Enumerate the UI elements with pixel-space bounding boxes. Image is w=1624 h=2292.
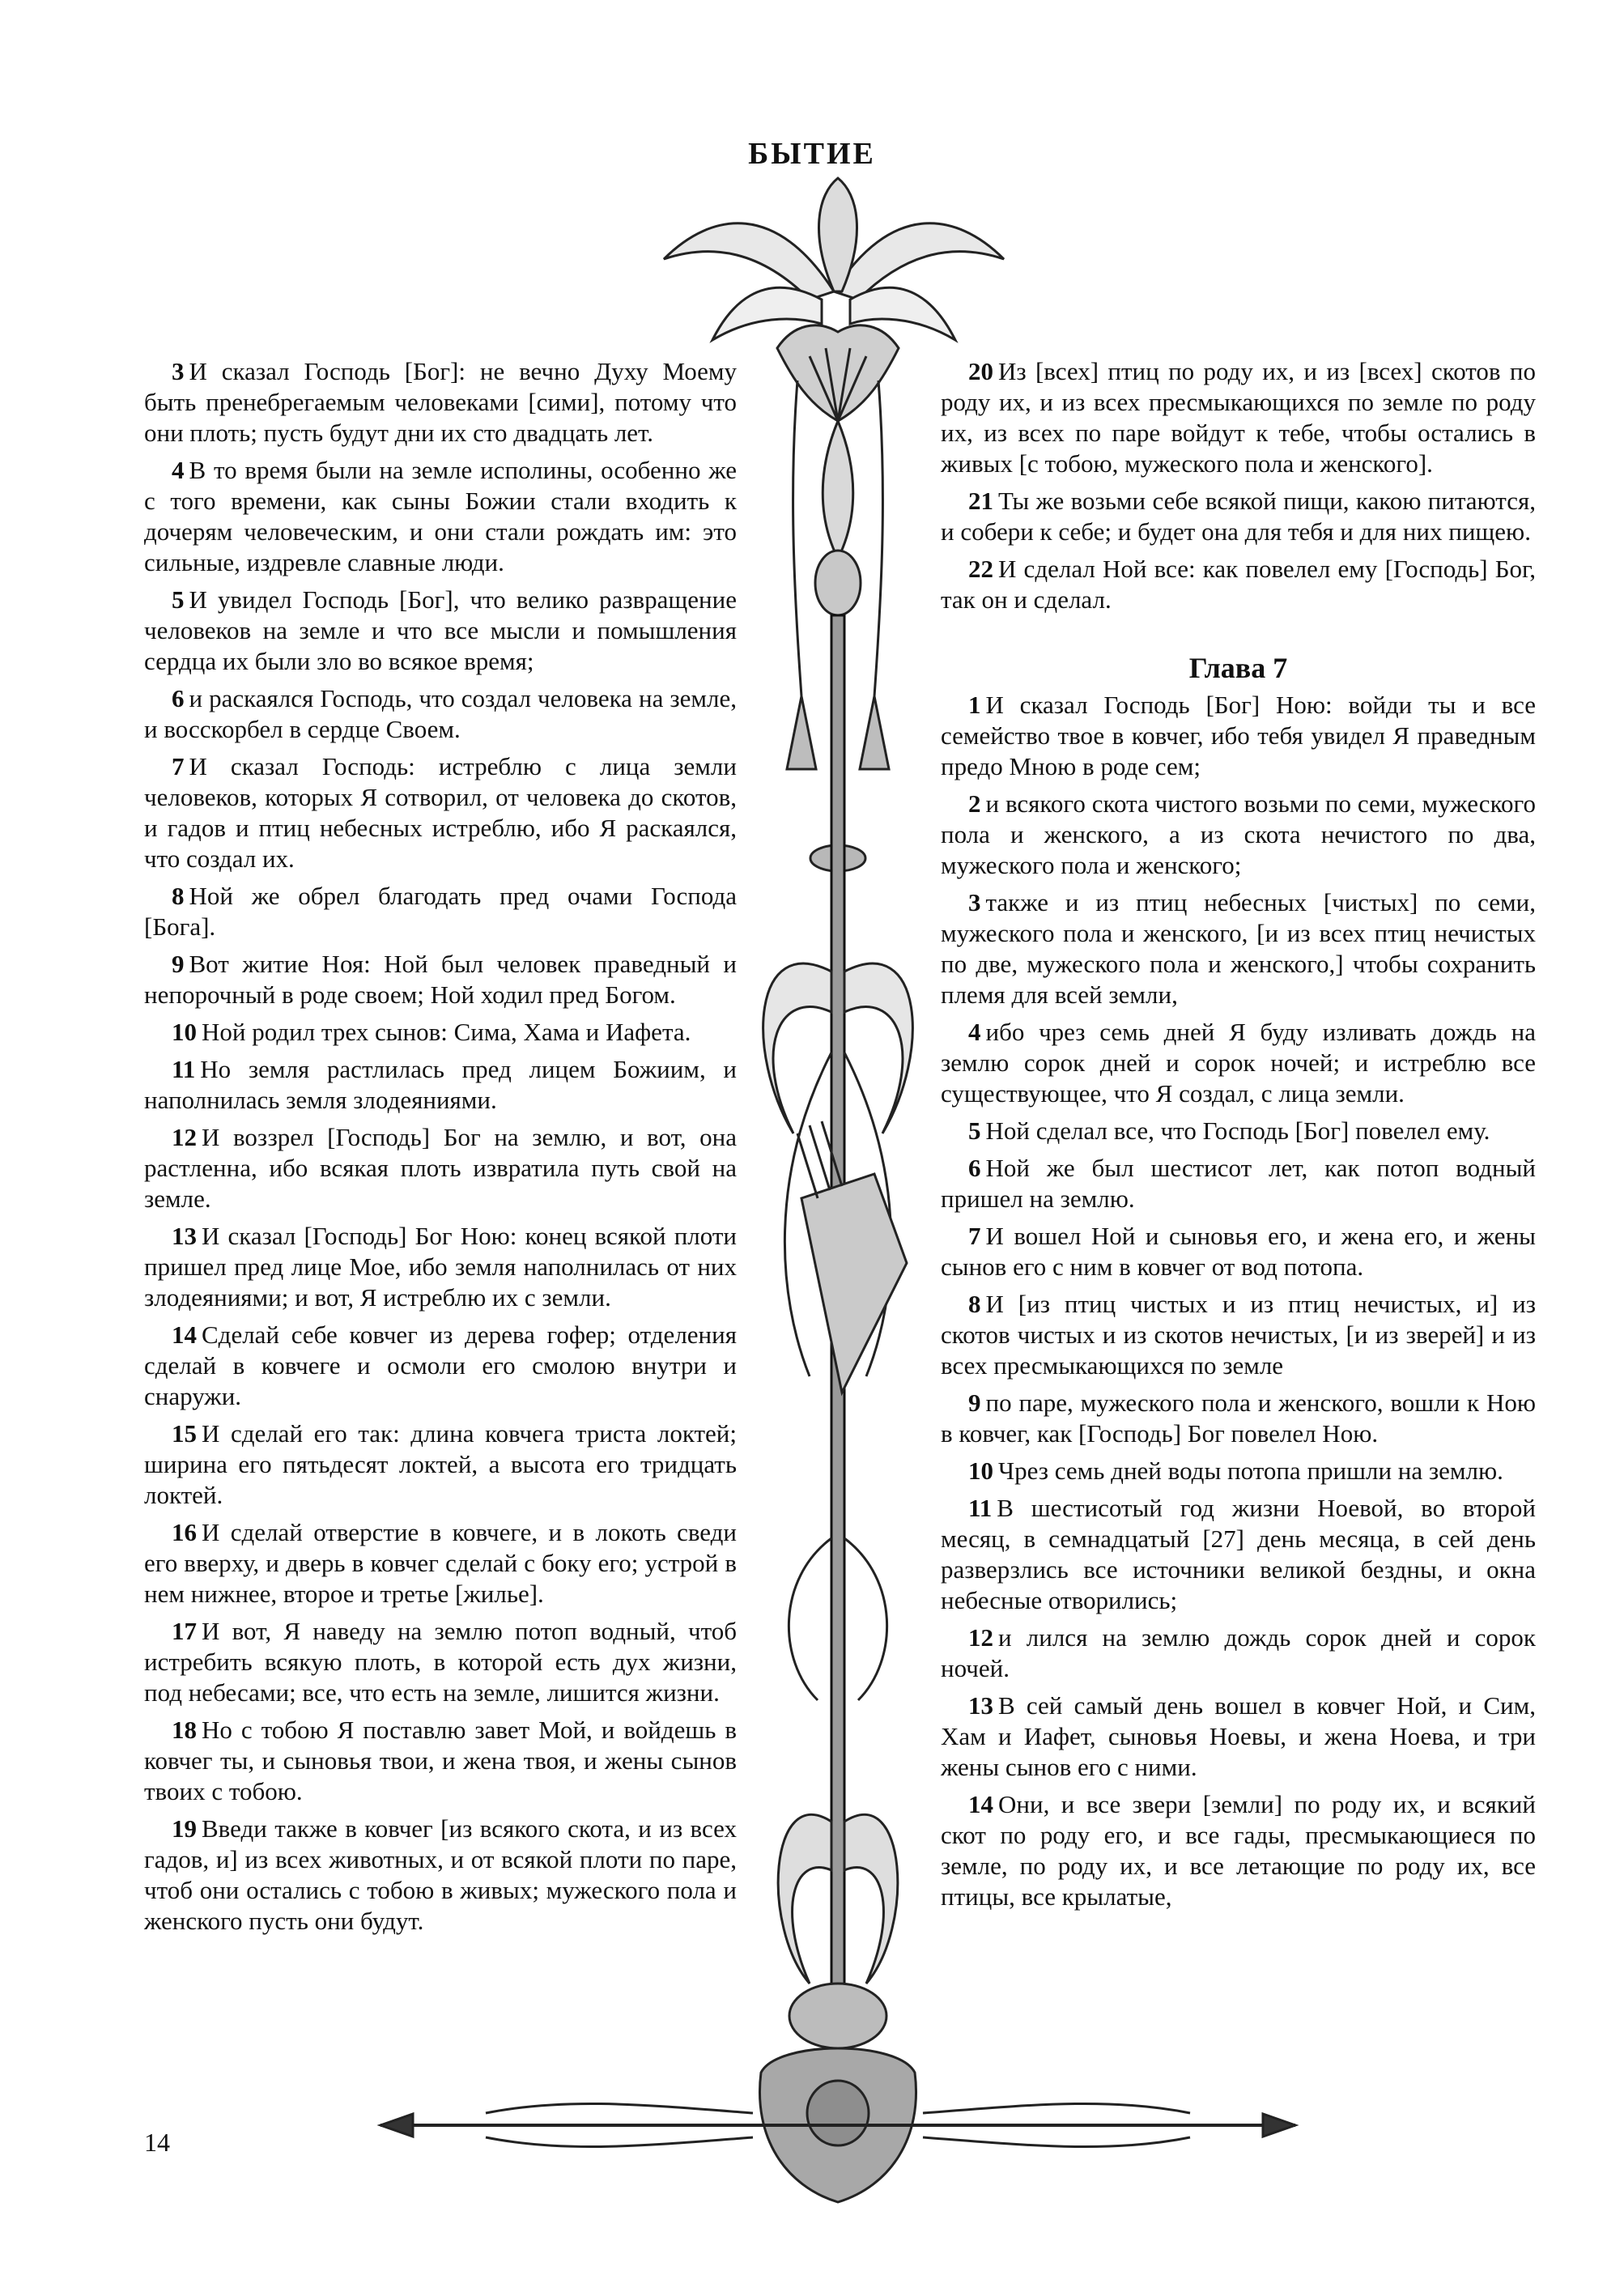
verse-number: 21 — [968, 487, 993, 515]
verse-text: Но земля растлилась пред лицем Божиим, и наполнилась земля злодеяниями. — [144, 1055, 737, 1114]
verse-number: 20 — [968, 357, 993, 385]
verse-number: 6 — [172, 684, 185, 712]
verse — [941, 1221, 1536, 1282]
verse-text: И сделай его так: длина ковчега триста локтей; ширина его пятьдесят локтей, а высота его тридцать локтей. — [144, 1419, 737, 1509]
verse-text: В сей самый день вошел в ковчег Ной, и Сим, Хам и Иафет, сыновья Ноевы, и жена Ноева, и три жены сынов его с ними. — [941, 1691, 1536, 1781]
verse-text: И сказал [Господь] Бог Ною: конец всякой плоти пришел пред лице Мое, ибо земля наполнилась от них злодеяниями; и вот, Я истреблю их с земли. — [144, 1222, 737, 1312]
verse-number: 10 — [172, 1018, 197, 1046]
verse-number: 18 — [172, 1716, 197, 1744]
verse — [144, 881, 737, 942]
chapter-heading: Глава 7 — [1188, 652, 1288, 684]
verse-text: И сказал Господь: истреблю с лица земли человеков, которых Я сотворил, от человека до скотов, и гадов и птиц небесных истреблю, ибо Я раскаялся, что создал их. — [144, 752, 737, 873]
verse-number: 12 — [968, 1623, 993, 1652]
verse-number: 12 — [172, 1123, 197, 1151]
page-number: 14 — [144, 2128, 170, 2157]
verse-text: Чрез семь дней воды потопа пришли на землю. — [998, 1456, 1503, 1485]
verse-text: ибо чрез семь дней Я буду изливать дождь на землю сорок дней и сорок ночей; и истреблю все существующее, что Я создал, с лица земли. — [941, 1018, 1536, 1108]
verse — [941, 690, 1536, 782]
verse-text: и раскаялся Господь, что создал человека на земле, и восскорбел в сердце Своем. — [144, 684, 737, 743]
verse — [144, 1320, 737, 1412]
verse-number: 9 — [968, 1388, 981, 1417]
right-text-column — [941, 356, 1536, 1919]
verse-text: Но с тобою Я поставлю завет Мой, и войдешь в ковчег ты, и сыновья твои, и жена твоя, и жены сынов твоих с тобою. — [144, 1716, 737, 1805]
verse — [941, 887, 1536, 1010]
verse-number: 19 — [172, 1814, 197, 1843]
verse-number: 11 — [968, 1494, 993, 1522]
verse-text: И [из птиц чистых и из птиц нечистых, и] из скотов чистых и из скотов нечистых, [и из зверей] и из всех пресмыкающихся по земле — [941, 1290, 1536, 1380]
verse-text: Ной сделал все, что Господь [Бог] повелел ему. — [985, 1116, 1490, 1145]
verse — [941, 1388, 1536, 1449]
verse-text: Сделай себе ковчег из дерева гофер; отделения сделай в ковчеге и осмоли его смолою внутри и снаружи. — [144, 1320, 737, 1410]
verse-number: 22 — [968, 555, 993, 583]
verse — [941, 1789, 1536, 1912]
verse — [144, 1054, 737, 1116]
verse — [941, 356, 1536, 479]
verse-number: 7 — [968, 1222, 981, 1250]
verse-text: И увидел Господь [Бог], что велико развращение человеков на земле и что все мысли и помышления сердца их были зло во всякое время; — [144, 585, 737, 675]
verse — [144, 356, 737, 449]
verse-number: 4 — [968, 1018, 981, 1046]
verse-number: 1 — [968, 691, 981, 719]
verse-number: 13 — [172, 1222, 197, 1250]
verse — [941, 486, 1536, 547]
verse-text: Из [всех] птиц по роду их, и из [всех] скотов по роду их, и из всех пресмыкающихся по земле по роду их, из всех по паре войдут к тебе, чтобы остались в живых [с тобою, мужеского пола и женского]. — [941, 357, 1536, 478]
verse-text: и всякого скота чистого возьми по семи, мужеского пола и женского, а из скота нечистого по два, мужеского пола и женского; — [941, 789, 1536, 879]
verse-number: 10 — [968, 1456, 993, 1485]
verse — [144, 1616, 737, 1708]
verse-text: И сделал Ной все: как повелел ему [Господь] Бог, так он и сделал. — [941, 555, 1536, 614]
verse-text: Ты же возьми себе всякой пищи, какою питаются, и собери к себе; и будет она для тебя и для них пищею. — [941, 487, 1536, 546]
verse-text: также и из птиц небесных [чистых] по семи, мужеского пола и женского, [и из всех птиц нечистых по две, мужеского пола и женского,] чтобы сохранить племя для всей земли, — [941, 888, 1536, 1009]
verse-number: 7 — [172, 752, 185, 780]
verse-number: 14 — [172, 1320, 197, 1349]
verse — [144, 1122, 737, 1214]
verse-text: И сделай отверстие в ковчеге, и в локоть сведи его вверху, и дверь в ковчег сделай с боку его; устрой в нем нижнее, второе и третье [жилье]. — [144, 1518, 737, 1608]
verse-number: 17 — [172, 1617, 197, 1645]
left-text-column — [144, 356, 737, 1943]
verse-text: Ной родил трех сынов: Сима, Хама и Иафета. — [202, 1018, 691, 1046]
verse-number: 8 — [968, 1290, 981, 1318]
verse-text: И вот, Я наведу на землю потоп водный, чтоб истребить всякую плоть, в которой есть дух жизни, под небесами; все, что есть на земле, лишится жизни. — [144, 1617, 737, 1707]
verse-number: 11 — [172, 1055, 196, 1083]
verse — [941, 1017, 1536, 1109]
verse-text: и лился на землю дождь сорок дней и сорок ночей. — [941, 1623, 1536, 1682]
verse-text: В то время были на земле исполины, особенно же с того времени, как сыны Божии стали входить к дочерям человеческим, и они стали рождать им: это сильные, издревле славные люди. — [144, 456, 737, 576]
verse-number: 13 — [968, 1691, 993, 1720]
verse-number: 16 — [172, 1518, 197, 1546]
verse — [941, 1153, 1536, 1214]
verse — [941, 1690, 1536, 1783]
verse-number: 4 — [172, 456, 185, 484]
verse — [144, 1418, 737, 1511]
verse-text: Они, и все звери [земли] по роду их, и всякий скот по роду его, и все гады, пресмыкающиеся по земле, по роду их, и все летающие по роду их, все птицы, все крылатые, — [941, 1790, 1536, 1911]
verse — [941, 789, 1536, 881]
verse — [941, 1493, 1536, 1616]
verse — [144, 1814, 737, 1937]
verse-text: И сказал Господь [Бог]: не вечно Духу Моему быть пренебрегаемым человеками [сими], потому что они плоть; пусть будут дни их сто двадцать лет. — [144, 357, 737, 447]
verse — [144, 1017, 737, 1048]
verse-text: И вошел Ной и сыновья его, и жена его, и жены сынов его с ним в ковчег от вод потопа. — [941, 1222, 1536, 1281]
verse-text: Ной же обрел благодать пред очами Господа [Бога]. — [144, 882, 737, 941]
verse-number: 5 — [968, 1116, 981, 1145]
verse — [144, 1221, 737, 1313]
verse-number: 3 — [968, 888, 981, 916]
verse-text: И сказал Господь [Бог] Ною: войди ты и все семейство твое в ковчег, ибо тебя увидел Я праведным предо Мною в роде сем; — [941, 691, 1536, 780]
verse-text: Ной же был шестисот лет, как потоп водный пришел на землю. — [941, 1154, 1536, 1213]
verse — [941, 1622, 1536, 1684]
running-head: БЫТИЕ — [748, 137, 876, 171]
verse — [144, 1715, 737, 1807]
verse — [941, 1116, 1536, 1146]
verse-text: Вот житие Ноя: Ной был человек праведный и непорочный в роде своем; Ной ходил пред Богом. — [144, 950, 737, 1009]
verse — [144, 683, 737, 745]
verse-number: 15 — [172, 1419, 197, 1448]
verse-number: 6 — [968, 1154, 981, 1182]
verse-text: Введи также в ковчег [из всякого скота, и из всех гадов, и] из всех животных, и от всякой плоти по паре, чтоб они остались с тобою в живых; мужеского пола и женского пусть они будут. — [144, 1814, 737, 1935]
verse — [941, 1289, 1536, 1381]
verse-text: И воззрел [Господь] Бог на землю, и вот, она растленна, ибо всякая плоть извратила путь свой на земле. — [144, 1123, 737, 1213]
verse — [144, 949, 737, 1010]
verse-number: 3 — [172, 357, 185, 385]
verse-text: по паре, мужеского пола и женского, вошли к Ною в ковчег, как [Господь] Бог повелел Ною. — [941, 1388, 1536, 1448]
verse — [144, 751, 737, 874]
verse — [144, 455, 737, 578]
verse — [941, 554, 1536, 615]
verse-number: 5 — [172, 585, 185, 614]
verse-number: 9 — [172, 950, 185, 978]
verse-number: 8 — [172, 882, 185, 910]
verse — [144, 1517, 737, 1610]
verse-number: 14 — [968, 1790, 993, 1818]
verse — [941, 1456, 1536, 1486]
verse-text: В шестисотый год жизни Ноевой, во второй месяц, в семнадцатый [27] день месяца, в сей день разверзлись все источники великой бездны, и окна небесные отворились; — [941, 1494, 1536, 1614]
verse-number: 2 — [968, 789, 981, 818]
verse — [144, 585, 737, 677]
